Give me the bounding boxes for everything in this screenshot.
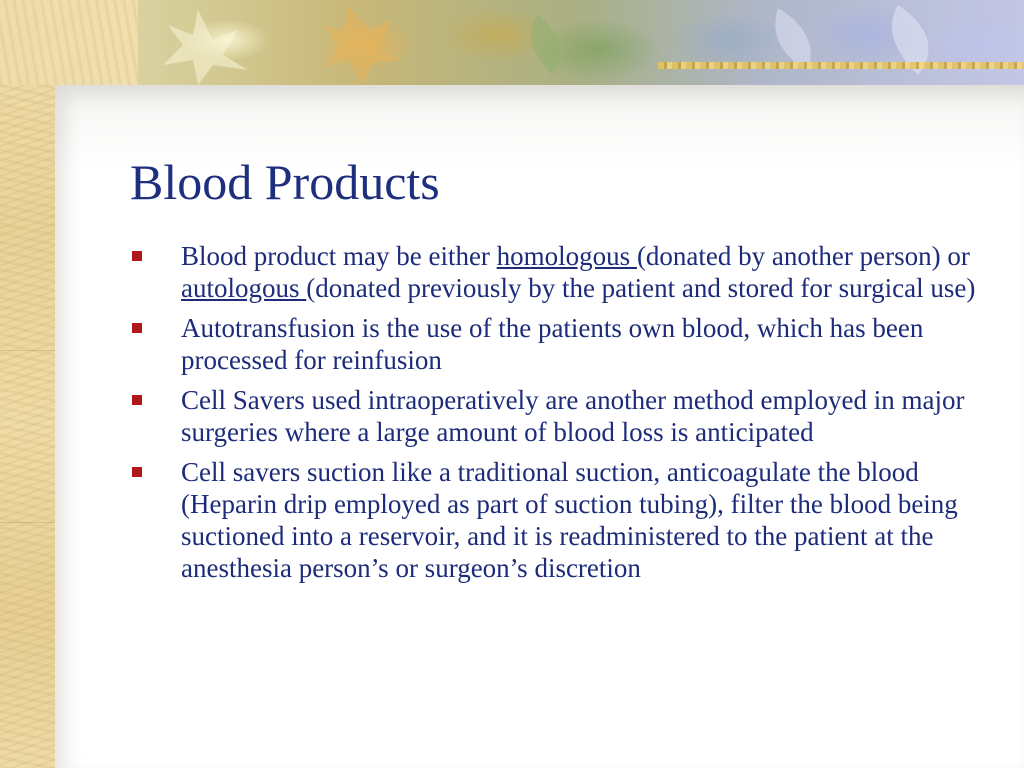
parchment-seam	[0, 350, 55, 351]
gold-ribbon	[658, 62, 1024, 69]
slide-title: Blood Products	[130, 154, 440, 210]
parchment-seam	[0, 522, 55, 523]
bullet-text: Blood product may be either	[181, 241, 497, 271]
square-bullet-icon	[132, 323, 142, 333]
bullet-list	[130, 240, 990, 592]
bullet-item	[130, 312, 990, 376]
bullet-item	[130, 384, 990, 448]
leaf-decoration-icon	[138, 0, 1024, 85]
square-bullet-icon	[132, 251, 142, 261]
autumn-leaves-banner	[138, 0, 1024, 85]
bullet-text: (donated previously by the patient and stored for surgical use)	[306, 273, 976, 303]
bullet-text: Autotransfusion is the use of the patients own blood, which has been processed for reinfusion	[181, 313, 924, 375]
square-bullet-icon	[132, 395, 142, 405]
bullet-text: Cell Savers used intraoperatively are another method employed in major surgeries where a large amount of blood loss is anticipated	[181, 385, 965, 447]
bullet-item	[130, 456, 990, 584]
bullet-item	[130, 240, 990, 304]
bullet-term: autologous	[181, 273, 307, 303]
square-bullet-icon	[132, 467, 142, 477]
parchment-left-strip	[0, 0, 55, 768]
bullet-text: Cell savers suction like a traditional suction, anticoagulate the blood (Heparin drip employed as part of suction tubing), filter the blood being suctioned into a reservoir, and it is readministered to the patient at the anesthesia person’s or surgeon’s discretion	[181, 457, 958, 583]
bullet-text: (donated by another person) or	[636, 241, 970, 271]
bullet-term: homologous	[496, 241, 637, 271]
